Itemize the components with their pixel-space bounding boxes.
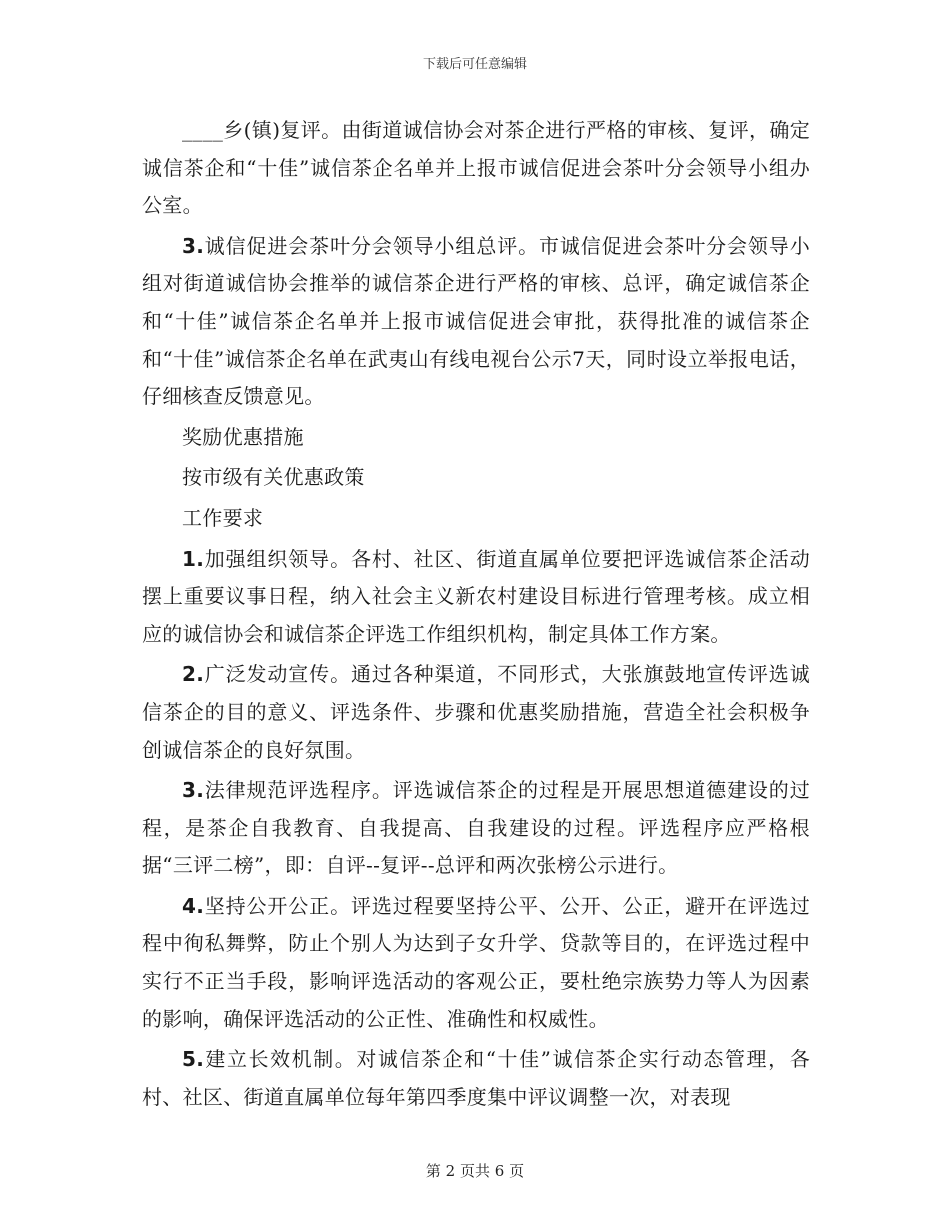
item-number: 3. [182,778,205,803]
item-number: 5. [182,1047,205,1072]
paragraph-text: 奖励优惠措施 [182,424,304,449]
paragraph-text: 法律规范评选程序。评选诚信茶企的过程是开展思想道德建设的过程，是茶企自我教育、自我提高、自我建设的过程。评选程序应严格根据“三评二榜”，即：自评--复评--总评和两次张榜公示进行。 [142,778,810,878]
page-footer: 第 2 页共 6 页 [425,1162,525,1180]
paragraph [142,112,810,225]
paragraph-text: 按市级有关优惠政策 [182,465,365,490]
paragraph [142,228,810,416]
paragraph-text: 诚信促进会茶叶分会领导小组总评。市诚信促进会茶叶分会领导小组对街道诚信协会推举的诚信茶企进行严格的审核、总评，确定诚信茶企和“十佳”诚信茶企名单并上报市诚信促进会审批，获得批准的诚信茶企和“十佳”诚信茶企名单在武夷山有线电视台公示7天，同时设立举报电话，仔细核查反馈意见。 [142,233,810,409]
paragraph-text: 工作要求 [182,505,264,530]
paragraph-text: 加强组织领导。各村、社区、街道直属单位要把评选诚信茶企活动摆上重要议事日程，纳入社会主义新农村建设目标进行管理考核。成立相应的诚信协会和诚信茶企评选工作组织机构，制定具体工作方案。 [142,546,810,646]
section-heading [142,500,810,538]
page-header: 下载后可任意编辑 [422,57,527,72]
paragraph [142,541,810,654]
item-number: 1. [182,546,205,571]
paragraph [142,1041,810,1116]
paragraph [142,656,810,769]
item-number: 4. [182,893,205,918]
paragraph [142,459,810,497]
paragraph [142,888,810,1038]
section-heading [142,419,810,457]
paragraph [142,772,810,885]
paragraph-text: 建立长效机制。对诚信茶企和“十佳”诚信茶企实行动态管理，各村、社区、街道直属单位每年第四季度集中评议调整一次，对表现 [142,1047,810,1109]
item-number: 3. [182,233,205,258]
paragraph-text: 坚持公开公正。评选过程要坚持公平、公开、公正，避开在评选过程中徇私舞弊，防止个别人为达到子女升学、贷款等目的，在评选过程中实行不正当手段，影响评选活动的客观公正，要杜绝宗族势力等人为因素的影响，确保评选活动的公正性、准确性和权威性。 [142,893,810,1031]
document-body [142,112,810,1119]
paragraph-text: ____乡(镇)复评。由街道诚信协会对茶企进行严格的审核、复评，确定诚信茶企和“十佳”诚信茶企名单并上报市诚信促进会茶叶分会领导小组办公室。 [142,118,810,218]
item-number: 2. [182,662,205,687]
paragraph-text: 广泛发动宣传。通过各种渠道，不同形式，大张旗鼓地宣传评选诚信茶企的目的意义、评选条件、步骤和优惠奖励措施，营造全社会积极争创诚信茶企的良好氛围。 [142,662,810,762]
